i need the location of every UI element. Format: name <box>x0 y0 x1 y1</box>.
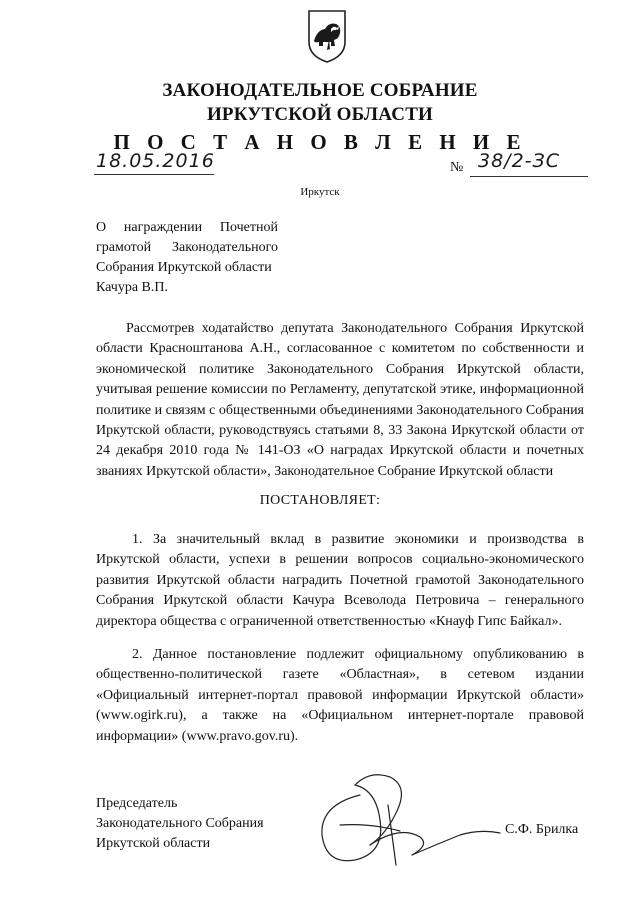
signer-name: С.Ф. Брилка <box>505 822 579 837</box>
date-underline <box>94 174 214 175</box>
irkutsk-coat-of-arms-icon <box>305 8 349 64</box>
document-title: П О С Т А Н О В Л Е Н И Е <box>113 130 527 154</box>
handwritten-signature-icon <box>300 765 510 880</box>
signer-title-line: Законодательного Собрания <box>96 816 264 831</box>
document-number: 38/2-ЗС <box>478 150 560 172</box>
signer-title-line: Председатель <box>96 796 178 811</box>
org-name-line2: ИРКУТСКОЙ ОБЛАСТИ <box>206 104 434 125</box>
signer-title-line: Иркутской области <box>96 836 211 851</box>
signer-title <box>96 794 316 854</box>
document-date: 18.05.2016 <box>96 150 215 172</box>
subject-line: Качура В.П. <box>96 280 169 295</box>
number-underline <box>470 176 588 177</box>
decree-heading: ПОСТАНОВЛЯЕТ: <box>259 493 381 508</box>
subject-block <box>96 218 278 298</box>
org-name-line1: ЗАКОНОДАТЕЛЬНОЕ СОБРАНИЕ <box>162 80 478 101</box>
subject-line: грамотой Законодательного <box>96 240 278 255</box>
decree-item-2: 2. Данное постановление подлежит официальному опубликованию в общественно-политической газете «Областная», в сетевом издании «Официальный интернет-портал правовой информации Иркутской области» (www.ogirk.ru), а также на «Официальном интернет-портале правовой информации» (www.pravo.gov.ru). <box>96 647 584 744</box>
number-prefix: № <box>450 160 464 175</box>
decree-item-1: 1. За значительный вклад в развитие экономики и производства в Иркутской области, успехи в решении вопросов социально-экономического развития Иркутской области наградить Почетной грамотой Законодательного Собрания Иркутской области Качура Всеволода Петровича – генерального директора общества с ограниченной ответственностью «Кнауф Гипс Байкал». <box>96 532 584 629</box>
subject-line: Собрания Иркутской области <box>96 260 272 275</box>
city-label: Иркутск <box>300 186 340 198</box>
preamble-paragraph: Рассмотрев ходатайство депутата Законодательного Собрания Иркутской области Красноштанова А.Н., согласованное с комитетом по собственности и экономической политике Законодательного Собрания Иркутской области, учитывая решение комиссии по Регламенту, депутатской этике, информационной политике и связям с общественными объединениями Законодательного Собрания Иркутской области, руководствуясь статьями 8, 33 Закона Иркутской области от 24 декабря 2010 года № 141-ОЗ «О наградах Иркутской области и почетных званиях Иркутской области», Законодательное Собрание Иркутской области <box>96 321 584 479</box>
subject-line: О награждении Почетной <box>96 220 278 235</box>
